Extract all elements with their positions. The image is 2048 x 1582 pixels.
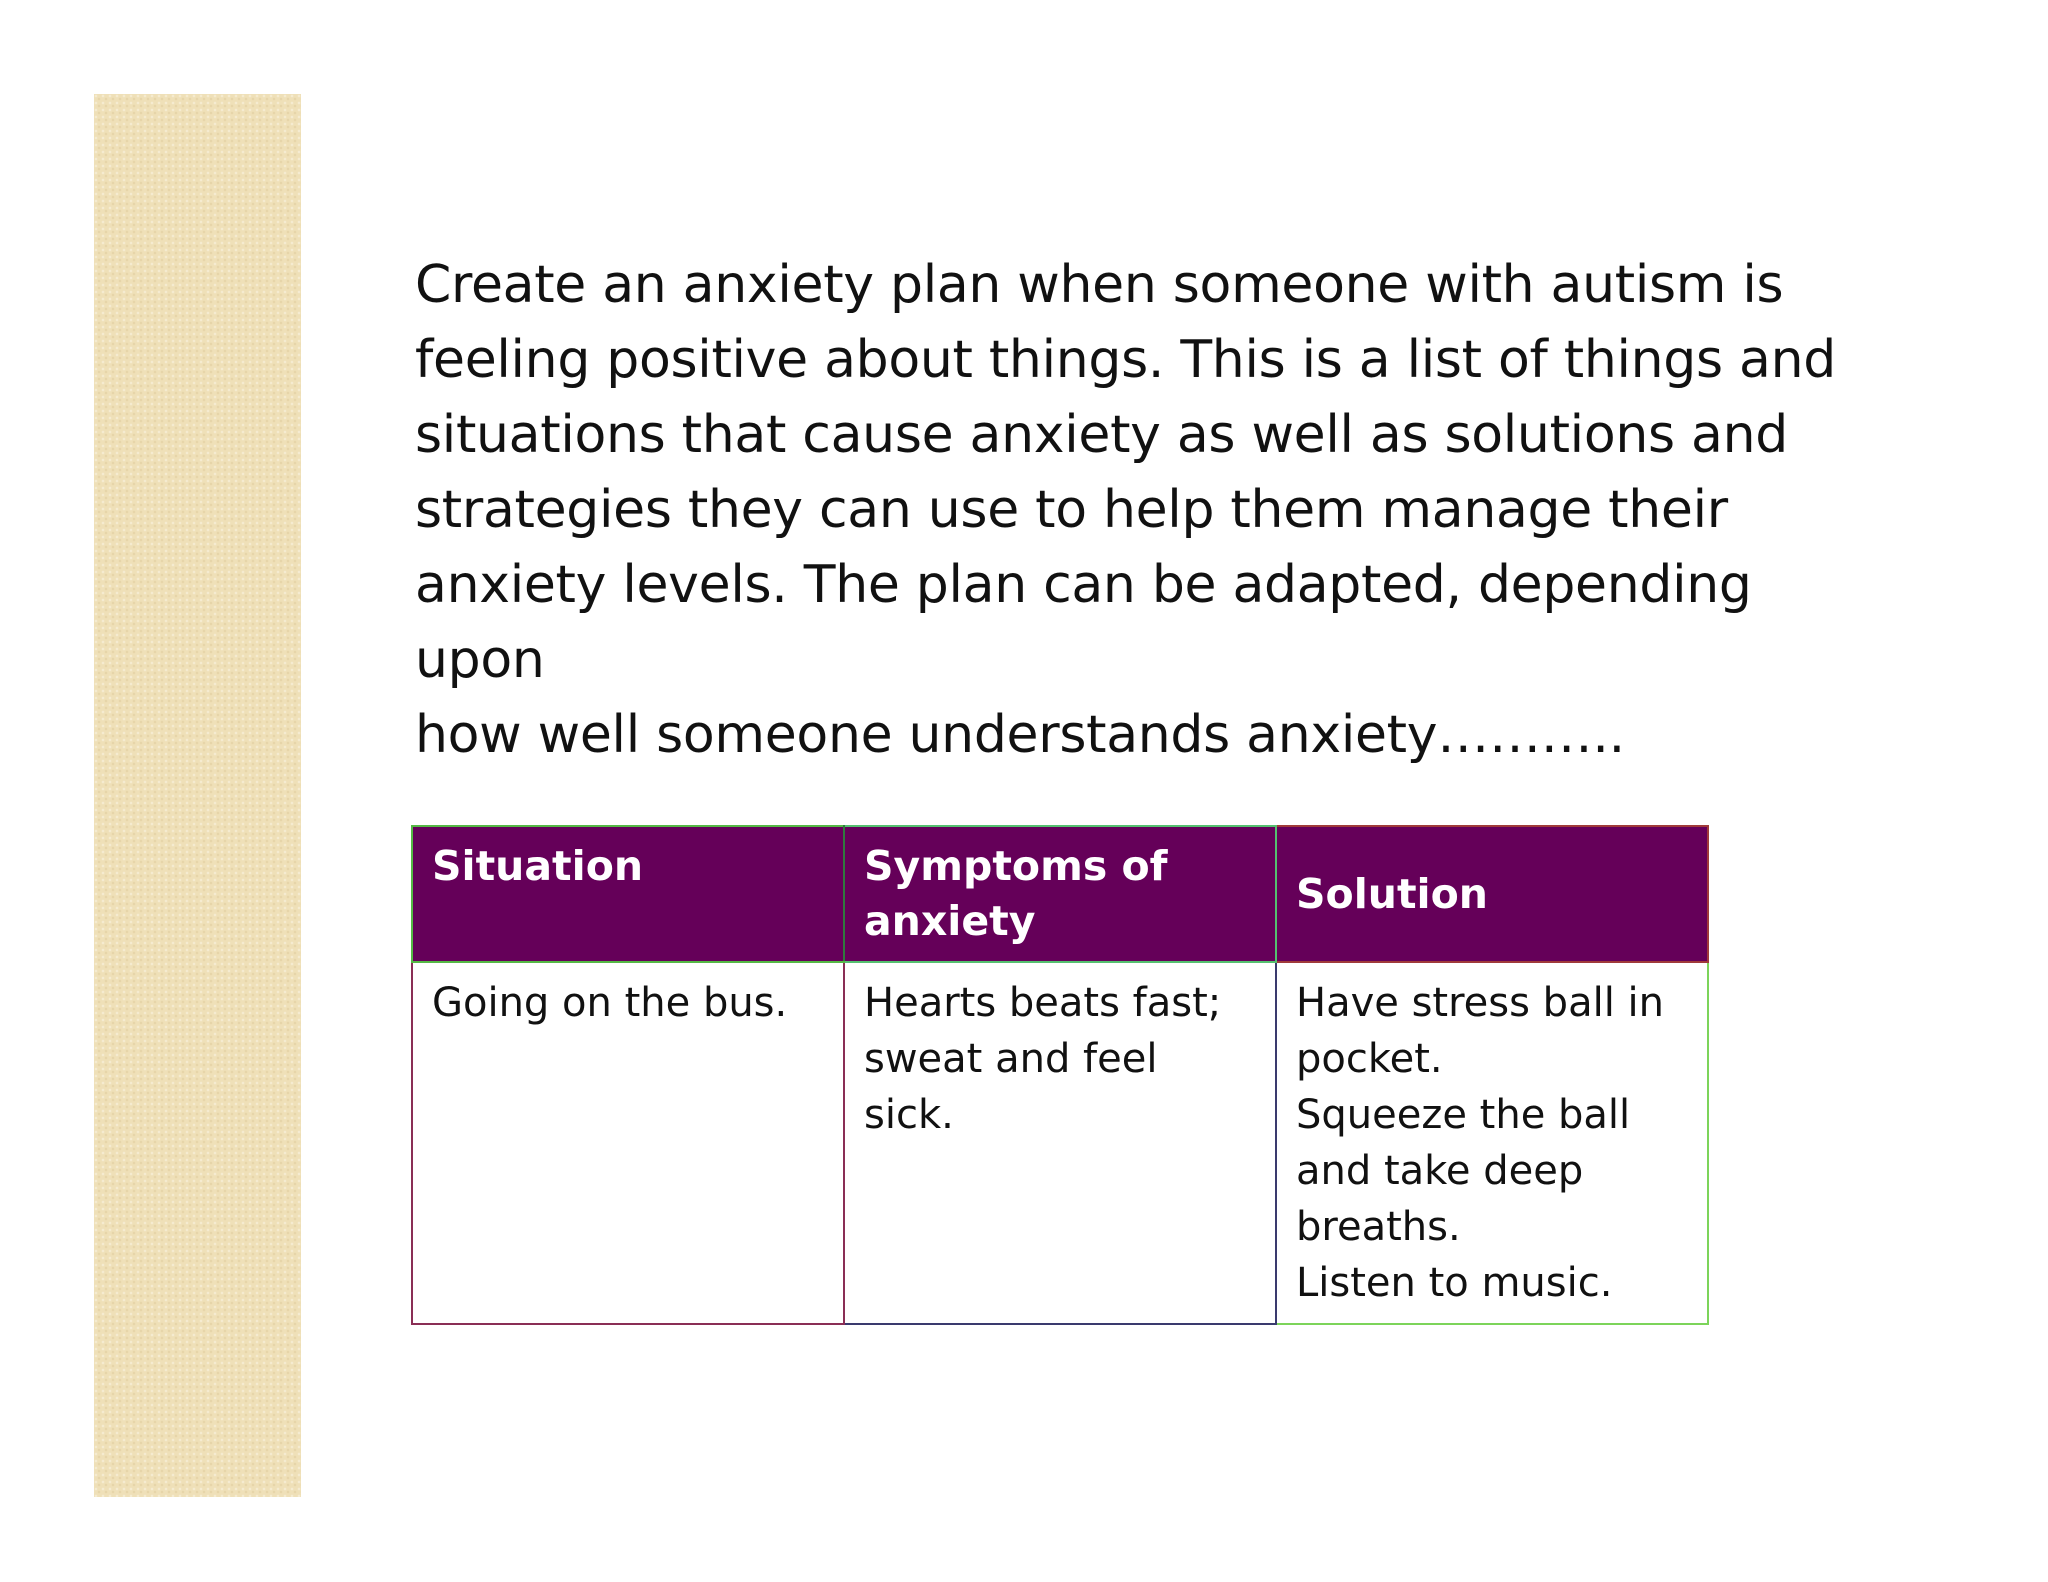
table-header-row bbox=[412, 826, 1708, 962]
cell-solution: Have stress ball in pocket. Squeeze the ball and take deep breaths. Listen to music. bbox=[1276, 962, 1708, 1324]
header-solution: Solution bbox=[1276, 826, 1708, 962]
header-symptoms: Symptoms of anxiety bbox=[844, 826, 1276, 962]
decorative-side-band bbox=[94, 94, 301, 1497]
anxiety-plan-table bbox=[411, 825, 1709, 1325]
cell-symptoms: Hearts beats fast; sweat and feel sick. bbox=[844, 962, 1276, 1324]
header-situation: Situation bbox=[412, 826, 844, 962]
intro-paragraph: Create an anxiety plan when someone with autism is feeling positive about things. This is a list of things and situations that cause anxiety as well as solutions and strategies they can use to help them manage their anxiety levels. The plan can be adapted, depending upon how well someone understands anxiety……….. bbox=[415, 255, 1836, 765]
cell-situation: Going on the bus. bbox=[412, 962, 844, 1324]
table-row bbox=[412, 962, 1708, 1324]
